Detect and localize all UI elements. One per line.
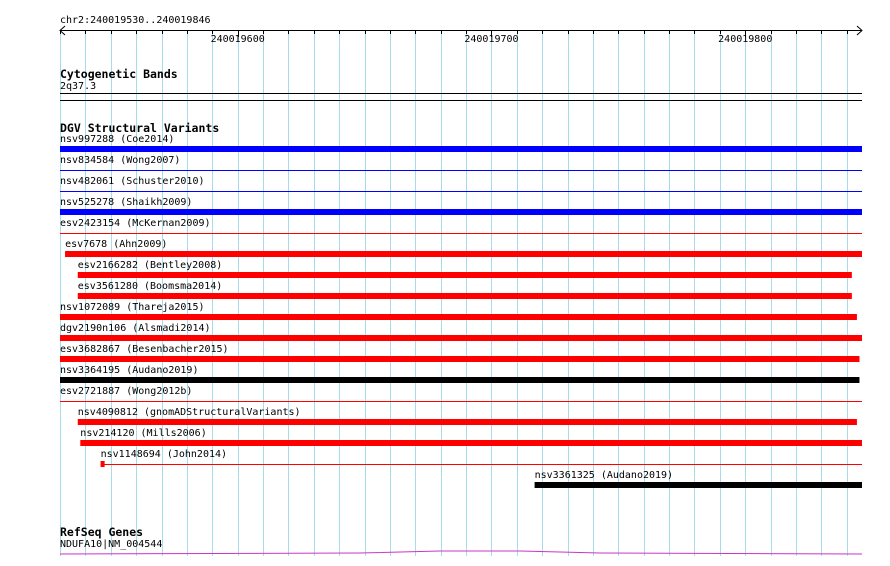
dgv-track-title: DGV Structural Variants <box>60 121 220 135</box>
dgv-feature-marker <box>101 461 105 467</box>
dgv-feature-label[interactable]: dgv2190n106 (Alsmadi2014) <box>60 323 211 334</box>
dgv-feature-label[interactable]: nsv3361325 (Audano2019) <box>534 470 674 481</box>
ruler-tick-label: 240019600 <box>210 34 265 45</box>
dgv-feature-label[interactable]: nsv214120 (Mills2006) <box>80 428 207 439</box>
dgv-feature-label[interactable]: esv2423154 (McKernan2009) <box>60 218 211 229</box>
dgv-feature-bar <box>65 251 862 257</box>
refseq-gene-label[interactable]: NDUFA10|NM_004544 <box>60 539 163 550</box>
dgv-feature-bar <box>60 146 862 152</box>
dgv-feature-bar <box>60 209 862 215</box>
dgv-feature-bar <box>60 356 859 362</box>
dgv-feature-label[interactable]: nsv4090812 (gnomADStructuralVariants) <box>77 407 301 418</box>
ruler-tick-label: 240019800 <box>718 34 773 45</box>
dgv-feature-label[interactable]: esv7678 (Ahn2009) <box>65 239 168 250</box>
dgv-feature-label[interactable]: esv3561280 (Boomsma2014) <box>77 281 223 292</box>
cytoband-track-title: Cytogenetic Bands <box>60 67 178 81</box>
dgv-feature-bar <box>80 440 862 446</box>
dgv-feature-bar <box>60 314 857 320</box>
dgv-feature-label[interactable]: nsv1072089 (Thareja2015) <box>60 302 205 313</box>
dgv-feature-label[interactable]: nsv3364195 (Audano2019) <box>60 365 199 376</box>
dgv-feature-bar <box>60 335 862 341</box>
dgv-feature-bar <box>78 419 857 425</box>
cytoband-label[interactable]: 2q37.3 <box>60 81 97 92</box>
ruler-location-label: chr2:240019530..240019846 <box>60 15 211 26</box>
dgv-feature-label[interactable]: nsv997288 (Coe2014) <box>60 134 175 145</box>
refseq-track-title: RefSeq Genes <box>60 525 144 539</box>
dgv-feature-label[interactable]: esv2721887 (Wong2012b) <box>60 386 193 397</box>
dgv-feature-label[interactable]: nsv834584 (Wong2007) <box>60 155 181 166</box>
dgv-feature-label[interactable]: nsv482061 (Schuster2010) <box>60 176 205 187</box>
dgv-feature-label[interactable]: nsv525278 (Shaikh2009) <box>60 197 193 208</box>
dgv-feature-bar <box>78 272 852 278</box>
dgv-feature-bar <box>535 482 862 488</box>
ruler-tick-label: 240019700 <box>464 34 519 45</box>
dgv-feature-bar <box>60 377 859 383</box>
dgv-feature-label[interactable]: esv2166282 (Bentley2008) <box>77 260 223 271</box>
dgv-feature-label[interactable]: nsv1148694 (John2014) <box>100 449 228 460</box>
refseq-gene-feature <box>60 551 862 554</box>
dgv-feature-bar <box>78 293 852 299</box>
dgv-feature-label[interactable]: esv3682867 (Besenbacher2015) <box>60 344 229 355</box>
